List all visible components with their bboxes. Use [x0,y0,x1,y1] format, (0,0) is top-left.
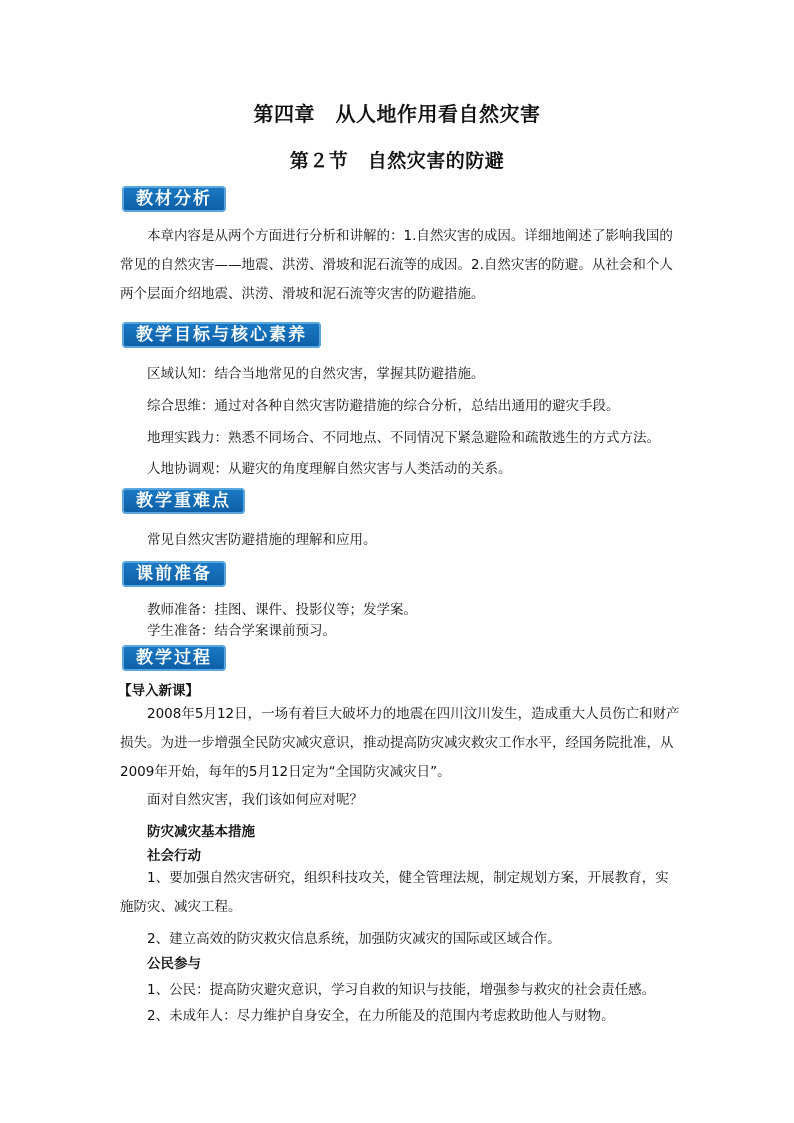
key-points-text: 常见自然灾害防避措施的理解和应用。 [147,532,377,548]
citizen-item: 2、未成年人：尽力维护自身安全，在力所能及的范围内考虑救助他人与财物。 [147,1008,615,1024]
section-title: 第２节 自然灾害的防避 [289,150,505,172]
goal-item: 人地协调观：从避灾的角度理解自然灾害与人类活动的关系。 [147,461,512,477]
goal-item: 地理实践力：熟悉不同场合、不同地点、不同情况下紧急避险和疏散逃生的方式方法。 [147,430,660,446]
chapter-title: 第四章 从人地作用看自然灾害 [253,102,541,126]
intro-paragraph: 2008年5月12日，一场有着巨大破坏力的地震在四川汶川发生，造成重大人员伤亡和财产损失。为进一步增强全民防灾减灾意识，推动提高防灾减灾救灾工作水平，经国务院批准，从2009年开始，每年的5月12日定为“全国防灾减灾日”。 [120,706,680,780]
measures-heading: 防灾减灾基本措施 [147,824,255,840]
badge-analysis: 教材分析 [122,186,226,212]
intro-heading: 【导入新课】 [118,683,199,699]
student-preparation: 学生准备：结合学案课前预习。 [147,623,336,639]
social-item: 1、要加强自然灾害研究，组织科技攻关，健全管理法规，制定规划方案，开展教育，实施防灾、减灾工程。 [120,870,669,915]
citizen-item: 1、公民：提高防灾避灾意识，学习自救的知识与技能，增强参与救灾的社会责任感。 [147,982,656,998]
citizen-heading: 公民参与 [147,956,201,972]
goal-item: 区域认知：结合当地常见的自然灾害，掌握其防避措施。 [147,366,485,382]
teacher-preparation: 教师准备：挂图、课件、投影仪等；发学案。 [147,602,417,618]
badge-process: 教学过程 [122,645,226,671]
question-text: 面对自然灾害，我们该如何应对呢？ [147,792,363,808]
social-item: 2、建立高效的防灾救灾信息系统，加强防灾减灾的国际或区域合作。 [147,931,561,947]
badge-goals: 教学目标与核心素养 [122,322,321,348]
goal-item: 综合思维：通过对各种自然灾害防避措施的综合分析，总结出通用的避灾手段。 [147,398,620,414]
social-heading: 社会行动 [147,848,201,864]
badge-preparation: 课前准备 [122,561,226,587]
analysis-paragraph: 本章内容是从两个方面进行分析和讲解的：1.自然灾害的成因。详细地阐述了影响我国的常见的自然灾害——地震、洪涝、滑坡和泥石流等的成因。2.自然灾害的防避。从社会和个人两个层面介绍地震、洪涝、滑坡和泥石流等灾害的防避措施。 [120,228,673,302]
badge-key-points: 教学重难点 [122,488,245,514]
